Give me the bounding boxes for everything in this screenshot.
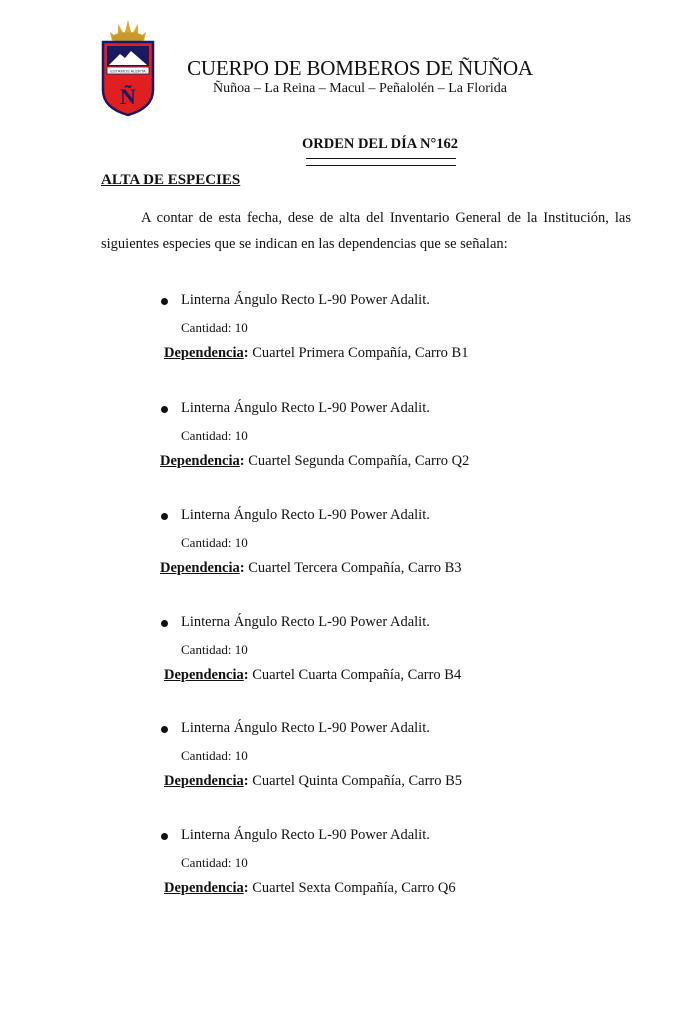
item-description: Linterna Ángulo Recto L-90 Power Adalit. [181, 614, 430, 630]
item-dependency: Dependencia: Cuartel Quinta Compañía, Carro B5 [164, 773, 463, 789]
item-description: Linterna Ángulo Recto L-90 Power Adalit. [181, 827, 430, 843]
item-description: Linterna Ángulo Recto L-90 Power Adalit. [181, 400, 430, 416]
item-quantity: Cantidad: 10 [181, 428, 248, 443]
dependency-label: Dependencia [160, 560, 240, 576]
item-dependency: Dependencia: Cuartel Tercera Compañía, Carro B3 [160, 560, 462, 576]
dependency-value: Cuartel Quinta Compañía, Carro B5 [252, 773, 463, 789]
dependency-label: Dependencia [164, 345, 244, 361]
bullet-icon [161, 513, 168, 520]
dependency-value: Cuartel Cuarta Compañía, Carro B4 [252, 667, 462, 683]
dependency-label: Dependencia [164, 773, 244, 789]
organization-title: CUERPO DE BOMBEROS DE ÑUÑOA [187, 56, 533, 80]
order-title: ORDEN DEL DÍA N°162 [301, 136, 459, 152]
dependency-value: Cuartel Tercera Compañía, Carro B3 [248, 560, 462, 576]
fire-department-crest-logo [100, 18, 156, 118]
section-title: ALTA DE ESPECIES [101, 172, 241, 188]
dependency-label: Dependencia [160, 453, 240, 469]
item-dependency: Dependencia: Cuartel Segunda Compañía, Carro Q2 [160, 453, 470, 469]
bullet-icon [161, 298, 168, 305]
bullet-icon [161, 833, 168, 840]
bullet-icon [161, 726, 168, 733]
item-description: Linterna Ángulo Recto L-90 Power Adalit. [181, 292, 430, 308]
dependency-value: Cuartel Segunda Compañía, Carro Q2 [248, 453, 470, 469]
item-quantity: Cantidad: 10 [181, 320, 248, 335]
list-item [0, 400, 680, 490]
bullet-icon [161, 620, 168, 627]
item-quantity: Cantidad: 10 [181, 748, 248, 763]
crest-flames [110, 20, 146, 44]
order-title-double-rule [306, 158, 456, 166]
item-quantity: Cantidad: 10 [181, 642, 248, 657]
dependency-label: Dependencia [164, 880, 244, 896]
crest-banner-text: ESTAMOS ALERTA [110, 68, 146, 74]
item-description: Linterna Ángulo Recto L-90 Power Adalit. [181, 507, 430, 523]
item-quantity: Cantidad: 10 [181, 855, 248, 870]
item-description: Linterna Ángulo Recto L-90 Power Adalit. [181, 720, 430, 736]
item-quantity: Cantidad: 10 [181, 535, 248, 550]
crest-letter: Ñ [120, 84, 136, 109]
dependency-value: Cuartel Primera Compañía, Carro B1 [252, 345, 469, 361]
list-item [0, 827, 680, 917]
communes-subtitle: Ñuñoa – La Reina – Macul – Peñalolén – La Florida [213, 81, 507, 96]
list-item [0, 720, 680, 810]
item-dependency: Dependencia: Cuartel Primera Compañía, Carro B1 [164, 345, 469, 361]
intro-paragraph: A contar de esta fecha, dese de alta del Inventario General de la Institución, las siguientes especies que se indican en las dependencias que se señalan: [101, 210, 631, 252]
item-dependency: Dependencia: Cuartel Sexta Compañía, Carro Q6 [164, 880, 456, 896]
dependency-value: Cuartel Sexta Compañía, Carro Q6 [252, 880, 456, 896]
list-item [0, 614, 680, 704]
list-item [0, 507, 680, 597]
dependency-label: Dependencia [164, 667, 244, 683]
list-item [0, 292, 680, 382]
bullet-icon [161, 406, 168, 413]
item-dependency: Dependencia: Cuartel Cuarta Compañía, Carro B4 [164, 667, 462, 683]
